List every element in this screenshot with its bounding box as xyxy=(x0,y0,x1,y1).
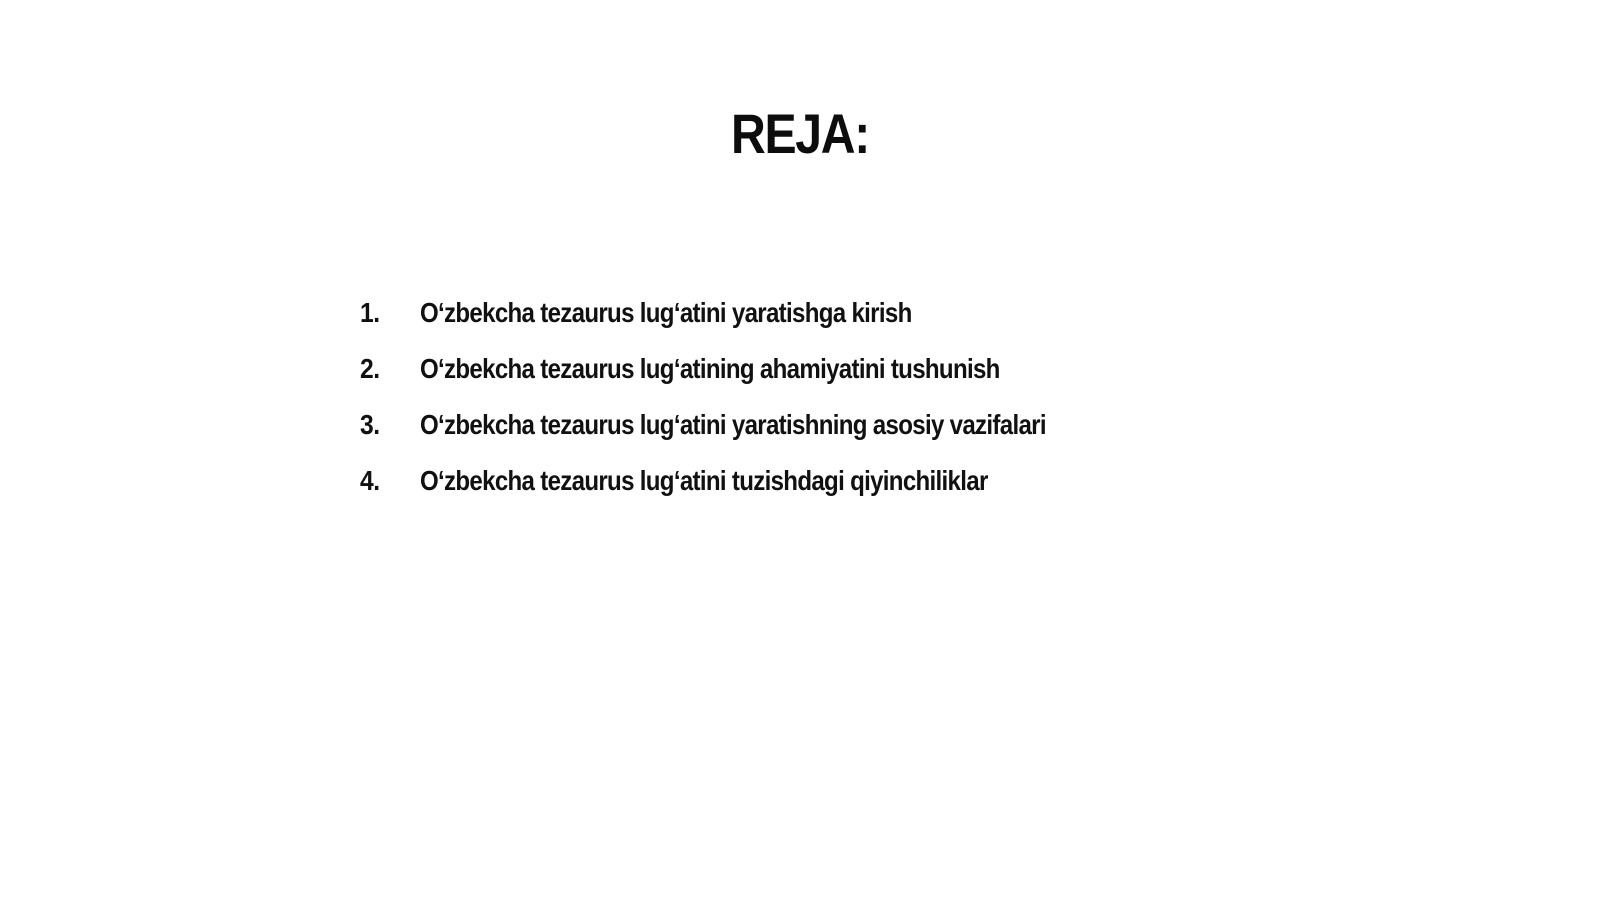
plan-item xyxy=(360,397,1148,453)
slide-title: REJA: xyxy=(730,102,870,165)
plan-item xyxy=(360,453,1148,509)
plan-item-text: O‘zbekcha tezaurus lug‘atini yaratishning asosiy vazifalari xyxy=(420,409,1046,440)
plan-item-number: 1. xyxy=(360,297,380,328)
plan-list xyxy=(360,285,1148,509)
plan-item-number: 2. xyxy=(360,353,380,384)
plan-item-text: O‘zbekcha tezaurus lug‘atini yaratishga kirish xyxy=(420,297,912,328)
plan-item xyxy=(360,285,1148,341)
plan-item-number: 4. xyxy=(360,465,380,496)
plan-item-text: O‘zbekcha tezaurus lug‘atining ahamiyatini tushunish xyxy=(420,353,1000,384)
plan-item xyxy=(360,341,1148,397)
plan-item-number: 3. xyxy=(360,409,380,440)
plan-item-text: O‘zbekcha tezaurus lug‘atini tuzishdagi qiyinchiliklar xyxy=(420,465,988,496)
